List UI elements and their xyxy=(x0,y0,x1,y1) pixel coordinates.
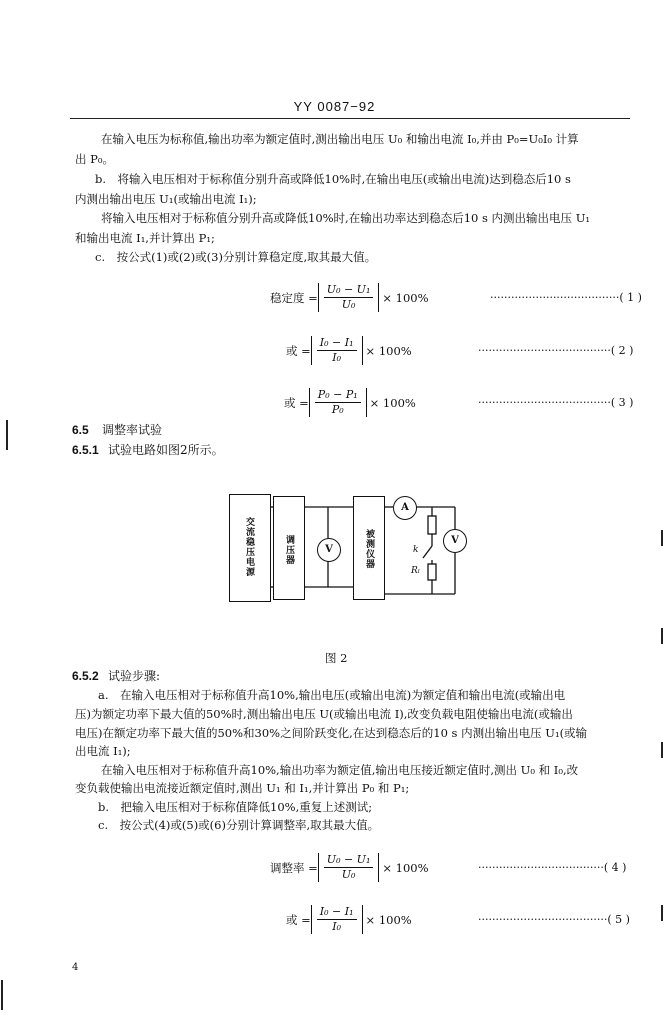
step-b-line-2: 内测出输出电压 U₁(或输出电流 I₁); xyxy=(75,192,257,206)
para2-line-1: 将输入电压相对于标称值分别升高或降低10%时,在输出功率达到稳态后10 s 内测出输出电压 U₁ xyxy=(101,211,591,225)
scan-mark-left-bottom xyxy=(1,980,3,1010)
voltage-regulator-box xyxy=(273,496,305,600)
scan-mark-right-1 xyxy=(661,530,663,546)
scan-mark-right-4 xyxy=(661,905,663,921)
eq3-numerator: P₀ − P₁ xyxy=(315,388,361,403)
eq3-abs xyxy=(309,388,367,417)
step-a-line-1: a. 在输入电压相对于标称值升高10%,输出电压(或输出电流)为额定值和输出电流(或输出电 xyxy=(98,688,566,702)
eq3-tail: × 100% xyxy=(369,395,416,410)
equation-4 xyxy=(270,853,429,882)
scan-mark-right-2 xyxy=(661,628,663,644)
step-a-line-4: 出电流 I₁); xyxy=(75,744,131,758)
section-6-5-number: 6.5 xyxy=(72,423,89,437)
eq3-number: ······································( 3 ) xyxy=(478,396,634,409)
equation-1 xyxy=(270,283,429,312)
section-6-5-2-title: 试验步骤: xyxy=(108,669,161,683)
eq5-denominator: I₀ xyxy=(332,920,342,933)
voltmeter-left-label: V xyxy=(325,544,333,555)
para-line-1: 在输入电压为标称值,输出功率为额定值时,测出输出电压 U₀ 和输出电流 I₀,并由 P₀=U₀I₀ 计算 xyxy=(101,132,579,146)
eq4-abs xyxy=(318,853,380,882)
ac-regulated-supply-label: 交流稳压电源 xyxy=(244,517,254,577)
voltmeter-left xyxy=(317,538,341,562)
eq4-number: ····································( 4 ) xyxy=(478,861,627,874)
eq2-numerator: I₀ − I₁ xyxy=(317,336,357,351)
section-6-5-1-number: 6.5.1 xyxy=(72,443,99,457)
equation-5 xyxy=(286,905,412,934)
device-under-test-box xyxy=(353,496,385,600)
eq4-denominator: U₀ xyxy=(341,868,356,881)
eq5-tail: × 100% xyxy=(365,912,412,927)
eq5-number: ·····································( 5 ) xyxy=(478,913,630,926)
step-c2-line: c. 按公式(4)或(5)或(6)分别计算调整率,取其最大值。 xyxy=(98,818,380,832)
eq3-denominator: P₀ xyxy=(331,403,344,416)
section-6-5-title: 调整率试验 xyxy=(102,423,163,437)
resistor-label: Rₗ xyxy=(411,566,420,576)
eq4-label: 调整率 = xyxy=(270,860,318,875)
section-6-5-2-number: 6.5.2 xyxy=(72,669,99,683)
equation-2 xyxy=(286,336,412,365)
header-rule xyxy=(70,118,630,119)
eq5-abs xyxy=(311,905,363,934)
voltmeter-right xyxy=(443,529,467,553)
eq2-abs xyxy=(311,336,363,365)
eq1-number: ·····································( 1 ) xyxy=(490,291,642,304)
section-6-5-1-text: 试验电路如图2所示。 xyxy=(108,443,224,457)
eq1-denominator: U₀ xyxy=(341,298,356,311)
voltmeter-right-label: V xyxy=(451,535,459,546)
step-b-line-1: b. 将输入电压相对于标称值分别升高或降低10%时,在输出电压(或输出电流)达到稳态后10 s xyxy=(95,172,571,186)
eq1-abs xyxy=(318,283,380,312)
ammeter-label: A xyxy=(401,502,409,513)
figure-caption: 图 2 xyxy=(325,651,348,665)
eq3-label: 或 = xyxy=(284,395,309,410)
power-para-line-2: 变负载使输出电流接近额定值时,测出 U₁ 和 I₁,并计算出 P₀ 和 P₁; xyxy=(75,781,410,795)
eq2-label: 或 = xyxy=(286,343,311,358)
document-header: YY 0087−92 xyxy=(293,99,376,114)
ac-regulated-supply-box xyxy=(229,494,271,602)
ammeter xyxy=(393,496,417,520)
voltage-regulator-label: 调压器 xyxy=(284,535,294,565)
eq1-numerator: U₀ − U₁ xyxy=(324,283,374,298)
circuit-figure xyxy=(225,490,475,610)
eq1-tail: × 100% xyxy=(382,290,429,305)
switch-label: k xyxy=(413,545,419,555)
para-line-2: 出 P₀。 xyxy=(75,152,115,166)
eq4-tail: × 100% xyxy=(382,860,429,875)
eq4-numerator: U₀ − U₁ xyxy=(324,853,374,868)
section-6-5-2 xyxy=(72,667,160,684)
step-c-line: c. 按公式(1)或(2)或(3)分别计算稳定度,取其最大值。 xyxy=(95,250,377,264)
page-number: 4 xyxy=(72,962,79,973)
device-under-test-label: 被测仪器 xyxy=(364,529,374,569)
section-6-5 xyxy=(72,421,162,438)
eq5-numerator: I₀ − I₁ xyxy=(317,905,357,920)
step-b2-line: b. 把输入电压相对于标称值降低10%,重复上述测试; xyxy=(98,800,373,814)
scan-mark-left xyxy=(6,420,8,450)
equation-3 xyxy=(284,388,416,417)
eq1-label: 稳定度 = xyxy=(270,290,318,305)
step-a-line-2: 压)为额定功率下最大值的50%时,测出输出电压 U(或输出电流 I),改变负载电阻使输出电流(或输出 xyxy=(75,707,573,721)
eq2-denominator: I₀ xyxy=(332,351,342,364)
power-para-line-1: 在输入电压相对于标称值升高10%,输出功率为额定值,输出电压接近额定值时,测出 U₀ 和 I₀,改 xyxy=(101,763,579,777)
eq2-number: ······································( 2 ) xyxy=(478,344,634,357)
step-a-line-3: 电压)在额定功率下最大值的50%和30%之间阶跃变化,在达到稳态后的10 s 内测出输出电压 U₁(或输 xyxy=(75,726,588,740)
para2-line-2: 和输出电流 I₁,并计算出 P₁; xyxy=(75,231,215,245)
eq5-label: 或 = xyxy=(286,912,311,927)
scan-mark-right-3 xyxy=(661,742,663,758)
section-6-5-1 xyxy=(72,441,224,458)
eq2-tail: × 100% xyxy=(365,343,412,358)
